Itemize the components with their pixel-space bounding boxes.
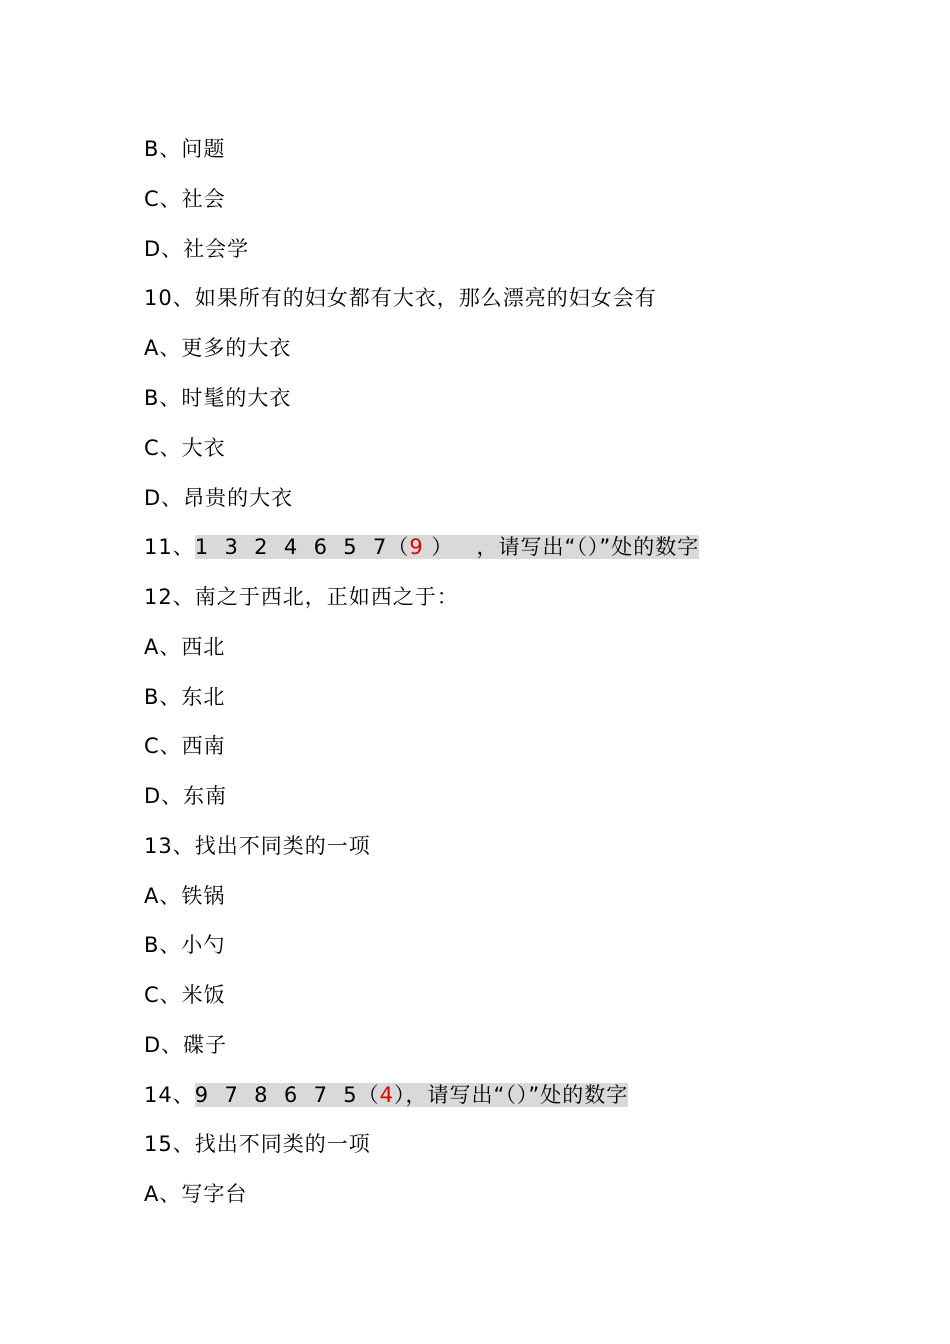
q12-option-c: C、西南 bbox=[144, 734, 226, 758]
q13-question: 13、找出不同类的一项 bbox=[144, 834, 371, 858]
q10-option-b: B、时髦的大衣 bbox=[144, 386, 292, 410]
q15-option-a: A、写字台 bbox=[144, 1182, 248, 1206]
q9-option-d: D、社会学 bbox=[144, 237, 250, 261]
q14-prompt: ），请写出“（）”处的数字 bbox=[394, 1083, 629, 1107]
q14-highlight bbox=[195, 1083, 629, 1107]
q12-option-a: A、西北 bbox=[144, 635, 226, 659]
q10-option-d: D、昂贵的大衣 bbox=[144, 486, 294, 510]
q14-question bbox=[144, 1081, 628, 1109]
q11-sequence: 1 3 2 4 6 5 7（ bbox=[194, 535, 410, 559]
q12-option-b: B、东北 bbox=[144, 685, 226, 709]
q11-highlight bbox=[195, 535, 699, 559]
q11-answer: 9 bbox=[409, 535, 424, 559]
q12-question: 12、南之于西北，正如西之于： bbox=[144, 585, 459, 609]
q10-option-a: A、更多的大衣 bbox=[144, 336, 292, 360]
q14-sequence: 9 7 8 6 7 5（ bbox=[194, 1083, 380, 1107]
q13-option-b: B、小勺 bbox=[144, 933, 226, 957]
q11-number: 11、 bbox=[144, 535, 195, 559]
q11-question bbox=[144, 533, 699, 561]
q15-question: 15、找出不同类的一项 bbox=[144, 1132, 371, 1156]
q11-prompt: ） ，请写出“（）”处的数字 bbox=[423, 535, 700, 559]
q13-option-d: D、碟子 bbox=[144, 1033, 228, 1057]
q10-question: 10、如果所有的妇女都有大衣，那么漂亮的妇女会有 bbox=[144, 286, 657, 310]
q12-option-d: D、东南 bbox=[144, 784, 228, 808]
q14-answer: 4 bbox=[379, 1083, 395, 1107]
q9-option-c: C、社会 bbox=[144, 187, 226, 211]
q14-number: 14、 bbox=[144, 1083, 195, 1107]
q13-option-c: C、米饭 bbox=[144, 983, 226, 1007]
q13-option-a: A、铁锅 bbox=[144, 884, 226, 908]
q9-option-b: B、问题 bbox=[144, 137, 226, 161]
q10-option-c: C、大衣 bbox=[144, 436, 226, 460]
